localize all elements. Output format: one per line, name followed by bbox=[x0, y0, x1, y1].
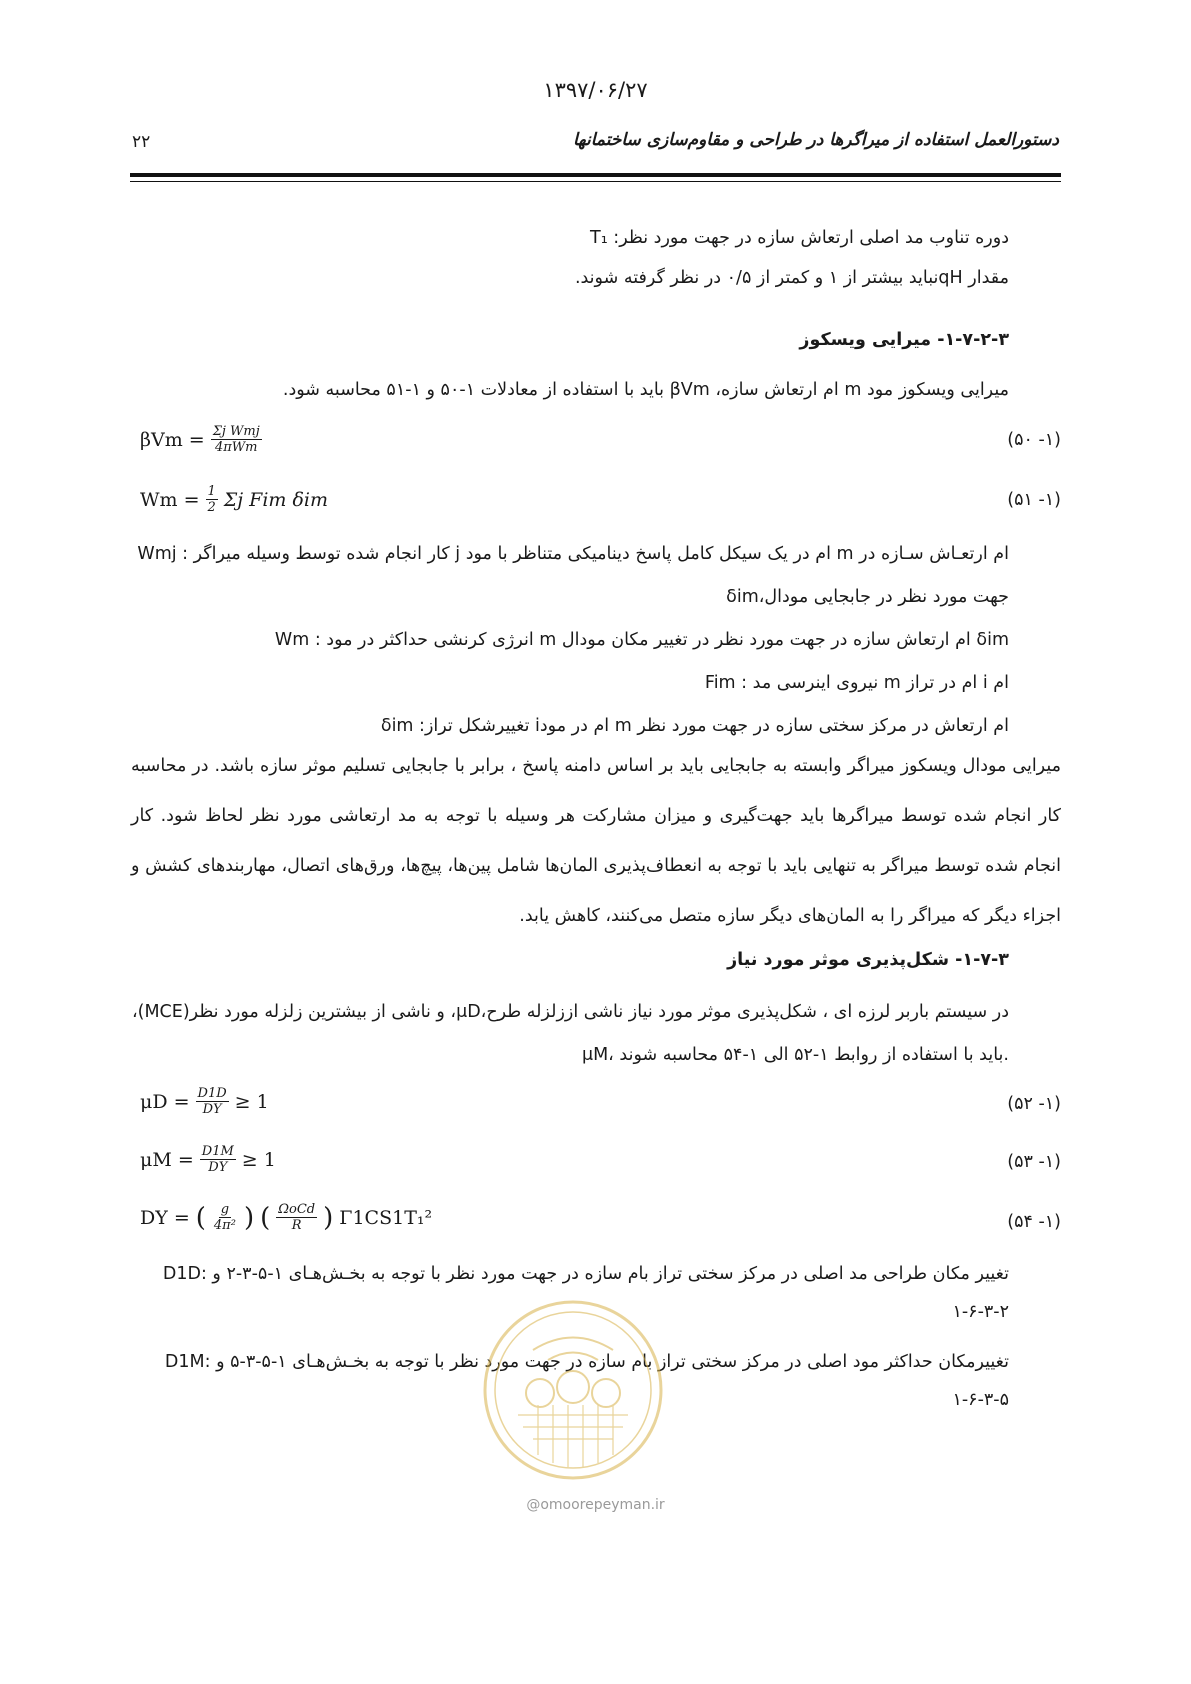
eq54-paren-close-2: ) bbox=[323, 1202, 334, 1233]
ductility-intro-line2: μM، باید با استفاده از روابط ۱-۵۲ الی ۱-۵۴ محاسبه شوند. bbox=[581, 1045, 1009, 1065]
def-delta-im: δim :تغییرشکل تراز iام در مود m ام ارتعاش در مرکز سختی سازه در جهت مورد نظر bbox=[380, 716, 1009, 736]
eq52-denominator: DY bbox=[202, 1102, 222, 1117]
def-wm: Wm : انرژی کرنشی حداکثر در مود m ام ارتعاش سازه در جهت مورد نظر در تغییر مکان مودال δim bbox=[274, 630, 1009, 650]
eq54-paren-open-1: ( bbox=[195, 1202, 206, 1233]
eq53-denominator: DY bbox=[208, 1160, 228, 1175]
eq52-rhs: ≥ 1 bbox=[234, 1090, 269, 1113]
eq54-rhs: Γ1CS1T₁² bbox=[339, 1206, 433, 1229]
page-number: ۲۲ bbox=[132, 132, 151, 152]
eq54-lhs: DY = bbox=[140, 1206, 190, 1229]
eq50-lhs: βVm = bbox=[140, 428, 205, 451]
eq53-lhs: μM = bbox=[140, 1148, 194, 1171]
eq51-lhs: Wm = bbox=[140, 488, 200, 511]
def-d1m-cont: ۱-۶-۳-۵ bbox=[952, 1390, 1009, 1410]
def-d1d: D1D: تغییر مکان طراحی مد اصلی در مرکز سختی تراز بام سازه در جهت مورد نظر با توجه به بخـش‌هـای ۱-۵-۳-۲ و bbox=[162, 1264, 1009, 1284]
damping-paragraph: میرایی مودال ویسکوز میراگر وابسته به جابجایی باید بر اساس دامنه پاسخ ، برابر با جابجایی تسلیم موثر سازه باشد. در محاسبه کار انجام شده توسط میراگرها باید جهت‌گیری و میزان مشارکت هر وسیله با توجه به مد ارتعاشی مورد نظر لحاظ شود. کار انجام شده توسط میراگر به تنهایی باید با توجه به انعطاف‌پذیری المان‌ها شامل پین‌ها، پیچ‌ها، ورق‌های اتصال، مهاربندهای کشش و اجزاء دیگر که میراگر را به المان‌های دیگر سازه متصل می‌کنند، کاهش یابد. bbox=[131, 756, 1061, 926]
qh-limit-note: مقدار qHنباید بیشتر از ۱ و کمتر از ۰/۵ در نظر گرفته شوند. bbox=[574, 268, 1009, 288]
def-d1m: D1M: تغییرمکان حداکثر مود اصلی در مرکز سختی تراز بام سازه در جهت مورد نظر با توجه به بخـش‌هـای ۱-۵-۳-۵ و bbox=[164, 1352, 1009, 1372]
eq54-paren-open-2: ( bbox=[260, 1202, 271, 1233]
header-rule-thick bbox=[130, 173, 1061, 177]
equation-number-51: (۱- ۵۱) bbox=[1007, 490, 1061, 510]
equation-50 bbox=[140, 424, 262, 455]
eq51-rhs: Σj Fim δim bbox=[223, 488, 329, 511]
section-heading-viscous-damping: ۱-۷-۲-۳- میرایی ویسکوز bbox=[799, 330, 1009, 350]
eq50-fraction bbox=[211, 424, 262, 455]
def-wmj-cont: جهت مورد نظر در جابجایی مودال،δim bbox=[726, 587, 1009, 607]
eq54-f1-denominator: 4π² bbox=[213, 1218, 236, 1233]
eq54-paren-close-1: ) bbox=[243, 1202, 255, 1233]
eq54-f2-denominator: R bbox=[291, 1218, 302, 1233]
eq52-lhs: μD = bbox=[140, 1090, 190, 1113]
equation-54 bbox=[140, 1202, 432, 1233]
section-heading-ductility: ۱-۷-۳- شکل‌پذیری موثر مورد نیاز bbox=[727, 950, 1009, 970]
running-title: دستورالعمل استفاده از میراگرها در طراحی و مقاوم‌سازی ساختمانها bbox=[572, 130, 1059, 150]
equation-number-54: (۱- ۵۴) bbox=[1007, 1212, 1061, 1232]
t1-definition: T₁ :دوره تناوب مد اصلی ارتعاش سازه در جهت مورد نظر bbox=[590, 228, 1009, 248]
equation-number-52: (۱- ۵۲) bbox=[1007, 1094, 1061, 1114]
def-wmj: Wmj : کار انجام شده توسط وسیله میراگر j ام در یک سیکل کامل پاسخ دینامیکی متناظر با مود m ام ارتعـاش سـازه در bbox=[137, 544, 1009, 564]
eq54-fraction-2 bbox=[276, 1202, 317, 1233]
eq54-f1-numerator: g bbox=[220, 1202, 230, 1217]
ductility-intro-line1: در سیستم باربر لرزه ای ، شکل‌پذیری موثر مورد نیاز ناشی اززلزله طرح،μD، و ناشی از بیشترین زلزله مورد نظر(MCE)، bbox=[131, 1002, 1009, 1022]
equation-number-53: (۱- ۵۳) bbox=[1007, 1152, 1061, 1172]
equation-53 bbox=[140, 1144, 276, 1175]
eq53-fraction bbox=[200, 1144, 236, 1175]
def-d1d-cont: ۱-۶-۳-۲ bbox=[952, 1302, 1009, 1322]
equation-number-50: (۱- ۵۰) bbox=[1007, 430, 1061, 450]
equation-51 bbox=[140, 484, 328, 515]
eq51-half-numerator: 1 bbox=[207, 484, 216, 499]
eq51-half bbox=[206, 484, 218, 515]
eq54-fraction-1 bbox=[212, 1202, 238, 1233]
section-intro-text: میرایی ویسکوز مود m ام ارتعاش سازه، βVm باید با استفاده از معادلات ۱-۵۰ و ۱-۵۱ محاسبه شود. bbox=[282, 380, 1009, 400]
eq52-fraction bbox=[196, 1086, 229, 1117]
def-fim: Fim : نیروی اینرسی مد m ام در تراز i ام bbox=[704, 673, 1009, 693]
eq51-half-denominator: 2 bbox=[207, 500, 216, 515]
document-date: ۱۳۹۷/۰۶/۲۷ bbox=[543, 78, 648, 102]
eq53-rhs: ≥ 1 bbox=[241, 1148, 276, 1171]
header-rule-thin bbox=[130, 181, 1061, 182]
eq53-numerator: D1M bbox=[201, 1144, 234, 1159]
eq50-numerator: Σj Wmj bbox=[212, 424, 260, 439]
eq50-denominator: 4πWm bbox=[214, 440, 258, 455]
eq54-f2-numerator: ΩoCd bbox=[278, 1202, 316, 1217]
watermark-text: @omoorepeyman.ir bbox=[526, 1497, 665, 1513]
equation-52 bbox=[140, 1086, 269, 1117]
eq52-numerator: D1D bbox=[197, 1086, 227, 1101]
watermark-seal-icon bbox=[478, 1295, 668, 1485]
